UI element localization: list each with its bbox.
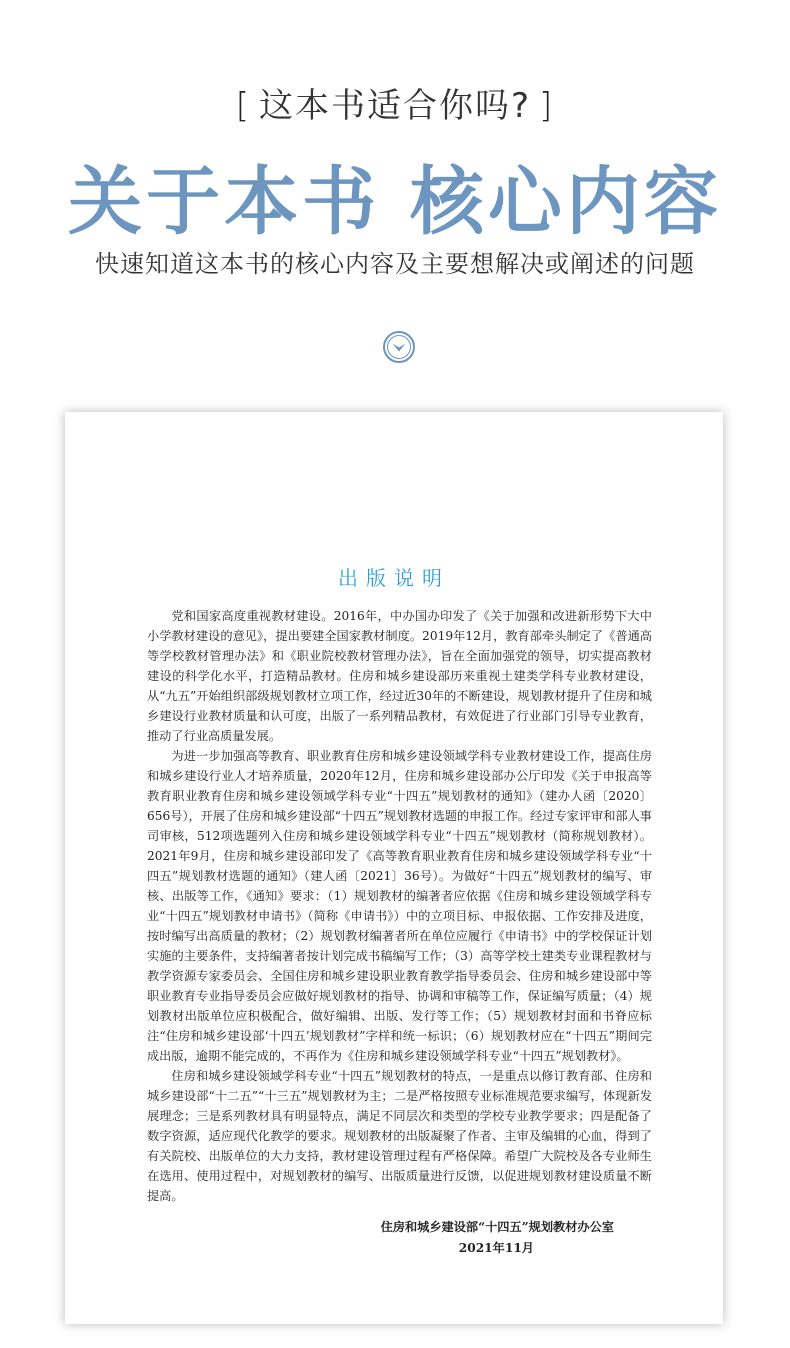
document-title: 出版说明 [338, 566, 450, 590]
bracket-left: [ [235, 86, 251, 126]
subheadline: 快速知道这本书的核心内容及主要想解决或阐述的问题 [95, 250, 695, 278]
paragraph: 党和国家高度重视教材建设。2016年，中办国办印发了《关于加强和改进新形势下大中小学教材建设的意见》，提出要建全国家教材制度。2019年12月，教育部牵头制定了《普通高等学校教材管理办法》和《职业院校教材管理办法》，旨在全面加强党的领导，切实提高教材建设的科学化水平，打造精品教材。住房和城乡建设部历来重视土建类学科专业教材建设，从“九五”开始组织部级规划教材立项工作，经过近30年的不断建设，规划教材提升了住房和城乡建设行业教材质量和认可度，出版了一系列精品教材，有效促进了行业部门引导专业教育，推动了行业高质量发展。 [147, 609, 652, 743]
document-page [65, 412, 723, 1324]
signature-date: 2021年11月 [458, 1241, 534, 1255]
bracket-right: ] [539, 86, 555, 126]
question-heading [0, 78, 790, 127]
paragraph: 为进一步加强高等教育、职业教育住房和城乡建设领域学科专业教材建设工作，提高住房和城乡建设行业人才培养质量，2020年12月，住房和城乡建设部办公厅印发《关于申报高等教育职业教育住房和城乡建设领域学科专业“十四五”规划教材的通知》（建办人函〔2020〕656号），开展了住房和城乡建设部“十四五”规划教材选题的申报工作。经过专家评审和部人事司审核，512项选题列入住房和城乡建设领域学科专业“十四五”规划教材（简称规划教材）。2021年9月，住房和城乡建设部印发了《高等教育职业教育住房和城乡建设领域学科专业“十四五”规划教材选题的通知》（建人函〔2021〕36号）。为做好“十四五”规划教材的编写、审核、出版等工作，《通知》要求：（1）规划教材的编著者应依据《住房和城乡建设领域学科专业“十四五”规划教材申请书》（简称《申请书》）中的立项目标、申报依据、工作安排及进度，按时编写出高质量的教材；（2）规划教材编著者所在单位应履行《申请书》中的学校保证计划实施的主要条件，支持编著者按计划完成书稿编写工作；（3）高等学校土建类专业课程教材与教学资源专家委员会、全国住房和城乡建设职业教育教学指导委员会、住房和城乡建设部中等职业教育专业指导委员会应做好规划教材的指导、协调和审稿等工作，保证编写质量；（4）规划教材出版单位应积极配合，做好编辑、出版、发行等工作；（5）规划教材封面和书脊应标注“住房和城乡建设部‘十四五’规划教材”字样和统一标识；（6）规划教材应在“十四五”期间完成出版，逾期不能完成的，不再作为《住房和城乡建设领域学科专业“十四五”规划教材》。 [147, 749, 653, 1063]
headline: 关于本书 核心内容 [68, 159, 722, 245]
question-text: 这本书适合你吗? [258, 86, 532, 126]
signature-org: 住房和城乡建设部“十四五”规划教材办公室 [380, 1220, 614, 1234]
chevron-down-circle-icon [382, 330, 416, 364]
paragraph: 住房和城乡建设领域学科专业“十四五”规划教材的特点，一是重点以修订教育部、住房和城乡建设部“十二五”“十三五”规划教材为主；二是严格按照专业标准规范要求编写，体现新发展理念；三是系列教材具有明显特点，满足不同层次和类型的学校专业教学要求；四是配备了数字资源，适应现代化教学的要求。规划教材的出版凝聚了作者、主审及编辑的心血，得到了有关院校、出版单位的大力支持，教材建设管理过程有严格保障。希望广大院校及各专业师生在选用、使用过程中，对规划教材的编写、出版质量进行反馈，以促进规划教材建设质量不断提高。 [147, 1069, 653, 1203]
signature-block [147, 1217, 652, 1259]
intro-banner [0, 0, 790, 395]
document-body [147, 606, 652, 1206]
